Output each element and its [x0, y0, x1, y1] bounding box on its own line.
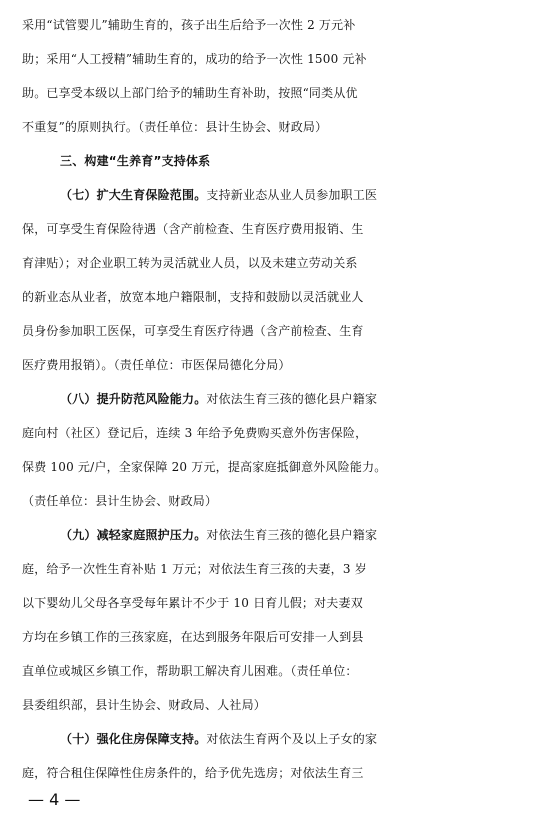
- text-line: 医疗费用报销）。（责任单位：市医保局德化分局）: [22, 358, 291, 372]
- text-line: 育津贴）；对企业职工转为灵活就业人员，以及未建立劳动关系: [22, 256, 358, 270]
- text-run: 支持新业态从业人员参加职工医: [206, 188, 378, 202]
- section-heading: 三、构建“生养育”支持体系: [60, 154, 211, 168]
- text-line: 县委组织部，县计生协会、财政局、人社局）: [22, 698, 267, 712]
- text-run: 对依法生育三孩的德化县户籍家: [206, 392, 378, 406]
- text-line: 助。已享受本级以上部门给予的辅助生育补助，按照“同类从优: [22, 86, 358, 100]
- text-line: 不重复”的原则执行。（责任单位：县计生协会、财政局）: [22, 120, 328, 134]
- paragraph-10-title: （十）强化住房保障支持。: [60, 732, 207, 746]
- paragraph-9-title: （九）减轻家庭照护压力。: [60, 528, 207, 542]
- text-line: 保，可享受生育保险待遇（含产前检查、生育医疗费用报销、生: [22, 222, 364, 236]
- text-line: 保费 100 元/户，全家保障 20 万元，提高家庭抵御意外风险能力。: [22, 460, 387, 474]
- paragraph-8-title: （八）提升防范风险能力。: [60, 392, 207, 406]
- text-line: 庭，给予一次性生育补贴 1 万元；对依法生育三孩的夫妻，3 岁: [22, 562, 367, 576]
- text-line: 助；采用“人工授精”辅助生育的，成功的给予一次性 1500 元补: [22, 52, 367, 66]
- text-run: 对依法生育两个及以上子女的家: [206, 732, 378, 746]
- paragraph-7-title: （七）扩大生育保险范围。: [60, 188, 207, 202]
- text-line: 以下婴幼儿父母各享受每年累计不少于 10 日育儿假；对夫妻双: [22, 596, 363, 610]
- text-line: 庭向村（社区）登记后，连续 3 年给予免费购买意外伤害保险，: [22, 426, 368, 440]
- text-run: 对依法生育三孩的德化县户籍家: [206, 528, 378, 542]
- text-line: 的新业态从业者，放宽本地户籍限制，支持和鼓励以灵活就业人: [22, 290, 364, 304]
- text-line: 直单位或城区乡镇工作，帮助职工解决育儿困难。（责任单位：: [22, 664, 358, 678]
- text-line: 方均在乡镇工作的三孩家庭，在达到服务年限后可安排一人到县: [22, 630, 364, 644]
- paragraph-8-first-line: [22, 382, 532, 416]
- page-number: — 4 —: [28, 790, 81, 809]
- paragraph-9-first-line: [22, 518, 532, 552]
- document-body: [22, 8, 532, 790]
- text-line: （责任单位：县计生协会、财政局）: [22, 494, 218, 508]
- text-line: 采用“试管婴儿”辅助生育的，孩子出生后给予一次性 2 万元补: [22, 18, 356, 32]
- text-line: 员身份参加职工医保，可享受生育医疗待遇（含产前检查、生育: [22, 324, 364, 338]
- paragraph-7-first-line: [22, 178, 532, 212]
- paragraph-10-first-line: [22, 722, 532, 756]
- text-line: 庭，符合租住保障性住房条件的，给予优先选房；对依法生育三: [22, 766, 364, 780]
